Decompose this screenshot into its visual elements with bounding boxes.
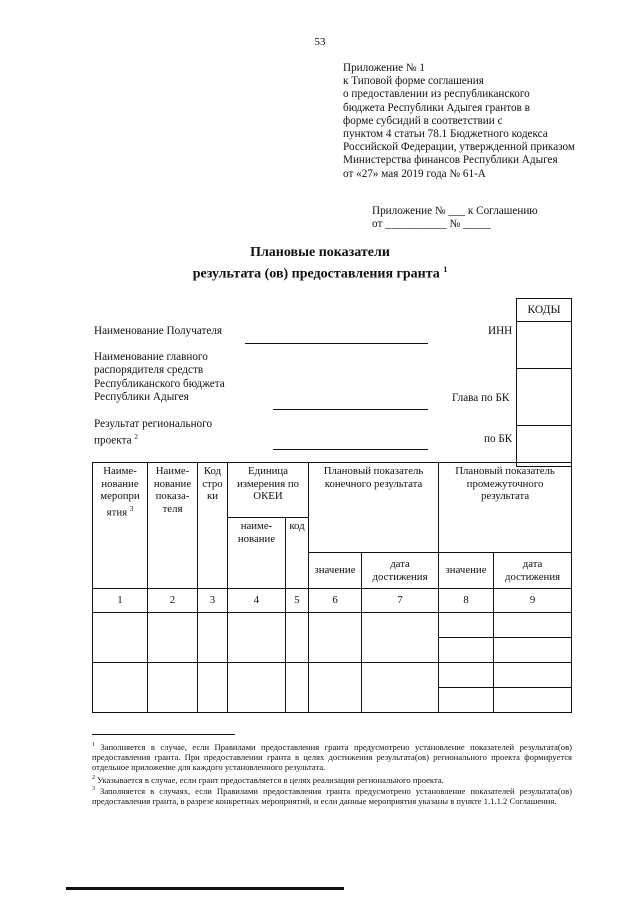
header-final-value	[309, 553, 362, 589]
footnote-1	[92, 740, 572, 772]
header-text: результата	[480, 490, 530, 502]
codes-cell-inn	[517, 321, 571, 368]
agreement-line-1: Приложение № ___ к Соглашению	[372, 205, 538, 217]
header-text: дата	[522, 558, 543, 570]
header-inter-value	[439, 553, 494, 589]
bottom-rule	[66, 887, 344, 890]
empty-cell	[494, 663, 572, 688]
agreement-reference	[372, 205, 538, 231]
header-text: Код	[203, 465, 222, 477]
header-row-code	[198, 463, 228, 589]
footnote-text: Указывается в случае, если грант предоставляется в целях реализации регионального проекта.	[97, 774, 444, 785]
column-number: 7	[362, 589, 439, 613]
annex-line: Министерства финансов Республики Адыгея	[343, 154, 558, 167]
footnote-mark: 1	[443, 265, 448, 274]
title-line-1: Плановые показатели	[250, 245, 390, 260]
page-title	[0, 244, 640, 283]
header-text: Плановый показатель	[323, 465, 424, 477]
header-text: значение	[445, 564, 487, 577]
regional-underline	[273, 449, 428, 450]
footnote-text: Заполняется в случаях, если Правилами предоставления гранта предусмотрено установление показателей результата(ов) предоставления гранта, в разрезе конкретных мероприятий, и если данные мероприятия указаны в пункте 1.1.1.2 Соглашения.	[92, 785, 572, 807]
gr-label-line: Республики Адыгея	[94, 391, 189, 404]
empty-cell	[148, 663, 198, 713]
empty-cell	[439, 613, 494, 638]
header-text: достижения	[372, 570, 428, 583]
gr-label	[94, 351, 225, 405]
header-unit-code	[286, 518, 309, 589]
column-number: 8	[439, 589, 494, 613]
annex-line: Российской Федерации, утвержденной приказом	[343, 141, 575, 154]
title-line-2-text: результата (ов) предоставления гранта	[192, 266, 440, 282]
column-number: 2	[148, 589, 198, 613]
header-text: измерения по	[236, 477, 300, 490]
inn-label: ИНН	[488, 325, 513, 337]
header-event	[93, 463, 148, 589]
header-text: достижения	[504, 570, 561, 583]
empty-cell	[286, 663, 309, 713]
footnote-text: Заполняется в случае, если Правилами предоставления гранта предусмотрено установление показателей результата(ов) предоставления гранта. При предоставлении гранта в целях достижения результата(ов) регионального проекта формируется отдельное приложение для каждого установленного результата.	[92, 741, 572, 773]
footnote-mark: 3	[129, 504, 134, 513]
header-text: нование	[101, 477, 139, 490]
header-text: наиме-	[240, 520, 273, 532]
empty-cell	[198, 613, 228, 663]
annex-line: бюджета Республики Адыгея грантов в	[343, 101, 530, 114]
empty-cell	[93, 613, 148, 663]
footnote-mark: 2	[92, 775, 95, 781]
header-text: нование	[237, 532, 276, 545]
annex-line: пунктом 4 статьи 78.1 Бюджетного кодекса	[343, 128, 548, 141]
glava-bk-label: Глава по БК	[452, 392, 510, 404]
column-number: 9	[494, 589, 572, 613]
recipient-underline	[245, 343, 428, 344]
footnote-divider	[92, 734, 235, 735]
header-unit	[228, 463, 309, 518]
header-text: ОКЕИ	[253, 490, 283, 502]
empty-cell	[494, 638, 572, 663]
header-text: Единица	[248, 465, 288, 477]
empty-cell	[286, 613, 309, 663]
header-text: код	[289, 520, 305, 532]
column-number: 3	[198, 589, 228, 613]
empty-cell	[228, 613, 286, 663]
header-text: конечного результата	[324, 477, 423, 490]
header-text: ки	[206, 490, 219, 502]
empty-cell	[439, 663, 494, 688]
header-text: Наиме-	[155, 465, 190, 477]
header-text: нование	[153, 477, 192, 490]
header-text: меропри	[100, 490, 140, 502]
regional-label-line: Результат регионального	[94, 418, 213, 430]
gr-label-line: распорядителя средств	[94, 364, 204, 377]
empty-cell	[309, 613, 362, 663]
codes-cell-glava-bk	[517, 368, 571, 425]
empty-cell	[494, 688, 572, 713]
header-final-result	[309, 463, 439, 553]
footnote-mark: 3	[92, 786, 95, 792]
annex-line: к Типовой форме соглашения	[343, 75, 484, 88]
gr-label-line: Республиканского бюджета	[94, 377, 225, 390]
empty-cell	[439, 688, 494, 713]
empty-cell	[309, 663, 362, 713]
column-number: 6	[309, 589, 362, 613]
recipient-label: Наименование Получателя	[94, 325, 223, 337]
empty-cell	[148, 613, 198, 663]
column-number: 4	[228, 589, 286, 613]
empty-cell	[198, 663, 228, 713]
empty-cell	[93, 663, 148, 713]
gr-underline	[273, 409, 428, 410]
annex-line: о предоставлении из республиканского	[343, 88, 530, 101]
footnote-mark: 1	[92, 742, 95, 748]
header-final-date	[362, 553, 439, 589]
table-row	[93, 613, 572, 638]
po-bk-label: по БК	[484, 433, 513, 445]
header-text: дата	[390, 558, 410, 570]
title-line-2	[0, 261, 640, 283]
indicators-table	[92, 462, 572, 713]
codes-box	[516, 298, 572, 467]
header-intermediate-result	[439, 463, 572, 553]
header-text: промежуточного	[466, 477, 544, 490]
empty-cell	[494, 613, 572, 638]
header-text: Наиме-	[103, 465, 137, 477]
annex-line: от «27» мая 2019 года № 61-А	[343, 167, 486, 180]
column-number: 1	[93, 589, 148, 613]
empty-cell	[228, 663, 286, 713]
empty-cell	[439, 638, 494, 663]
header-text: показа-	[155, 490, 190, 502]
annex-line: форме субсидий в соответствии с	[343, 114, 503, 127]
page-number: 53	[314, 36, 326, 48]
footnote-3	[92, 784, 572, 806]
header-text: Плановый показатель	[455, 465, 555, 477]
header-text: значение	[314, 564, 356, 577]
empty-cell	[362, 613, 439, 663]
header-indicator	[148, 463, 198, 589]
header-text: стро	[202, 477, 223, 490]
header-text: ятия	[106, 506, 128, 519]
annex-line: Приложение № 1	[343, 62, 425, 74]
column-number: 5	[286, 589, 309, 613]
header-inter-date	[494, 553, 572, 589]
table-row	[93, 663, 572, 688]
gr-label-line: Наименование главного	[94, 351, 208, 363]
annex-header	[343, 62, 623, 181]
regional-label-line: проекта	[94, 435, 132, 448]
empty-cell	[362, 663, 439, 713]
codes-header: КОДЫ	[527, 304, 561, 316]
agreement-line-2: от ___________ № _____	[372, 218, 491, 231]
header-text: теля	[162, 502, 183, 515]
footnote-mark: 2	[134, 433, 138, 442]
codes-cell-po-bk	[517, 425, 571, 466]
regional-project-label	[94, 418, 212, 449]
header-unit-name	[228, 518, 286, 589]
